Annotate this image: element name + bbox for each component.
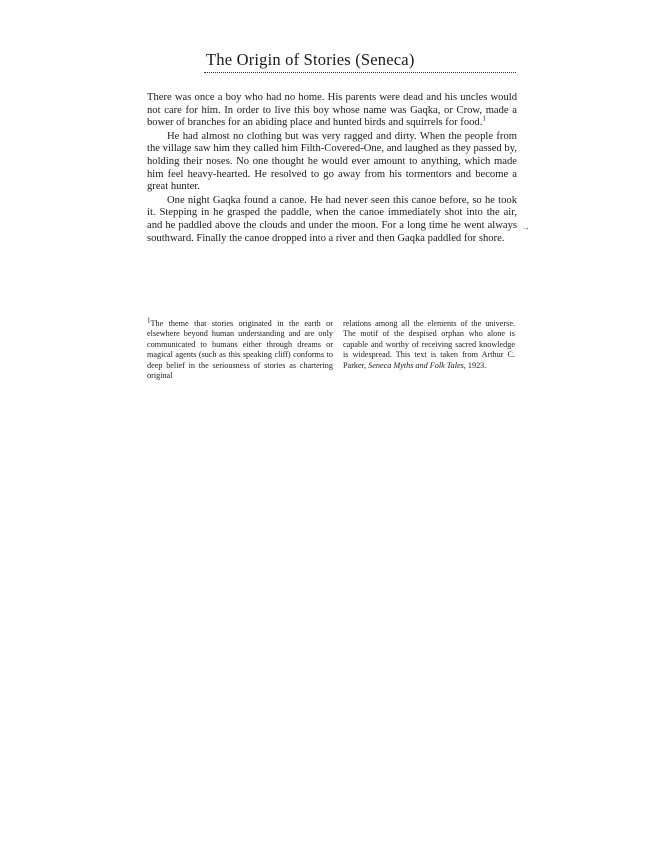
footnote-citation-title: Seneca Myths and Folk Tales,: [368, 360, 466, 370]
title-rule: [204, 72, 516, 73]
footnote-column-left: [147, 316, 333, 381]
paragraph-3: One night Gaqka found a canoe. He had never seen this canoe before, so he took it. Stepping in he grasped the paddle, when the canoe immediately shot into the air, and he paddled above the clouds and under the moon. For a long time he went always southward. Finally the canoe dropped into a river and then Gaqka paddled for shore.: [147, 194, 517, 244]
page-title: The Origin of Stories (Seneca): [206, 50, 415, 69]
footnote-text-right: relations among all the elements of the universe. The motif of the despised orphan who alone is capable and worthy of receiving sacred knowledge is widespread. This text is taken from Arthur C. Parker,: [343, 319, 515, 370]
body-text: [147, 92, 517, 245]
paragraph-1: [147, 92, 517, 130]
margin-mark: →: [522, 223, 530, 232]
paragraph-2: He had almost no clothing but was very ragged and dirty. When the people from the village saw him they called him Filth-Covered-One, and laughed as they passed by, holding their noses. No one thought he would ever amount to anything, which made him feel heavy-hearted. He resolved to go away from his tormentors and become a great hunter.: [147, 130, 517, 193]
footnote-marker: 1: [147, 316, 151, 325]
footnote-text-left: The theme that stories originated in the earth or elsewhere beyond human understanding and are only communicated to humans either through dreams or magical agents (such as this speaking cliff) conforms to deep belief in the seriousness of stories as chartering original: [147, 319, 333, 381]
footnote-column-right: [343, 319, 515, 371]
footnote-ref: 1: [482, 114, 486, 123]
paragraph-1-text: There was once a boy who had no home. His parents were dead and his uncles would not care for him. In order to live this boy whose name was Gaqka, or Crow, made a bower of branches for an abiding place and hunted birds and squirrels for food.: [147, 92, 517, 129]
footnote-citation-year: 1923.: [465, 360, 487, 370]
